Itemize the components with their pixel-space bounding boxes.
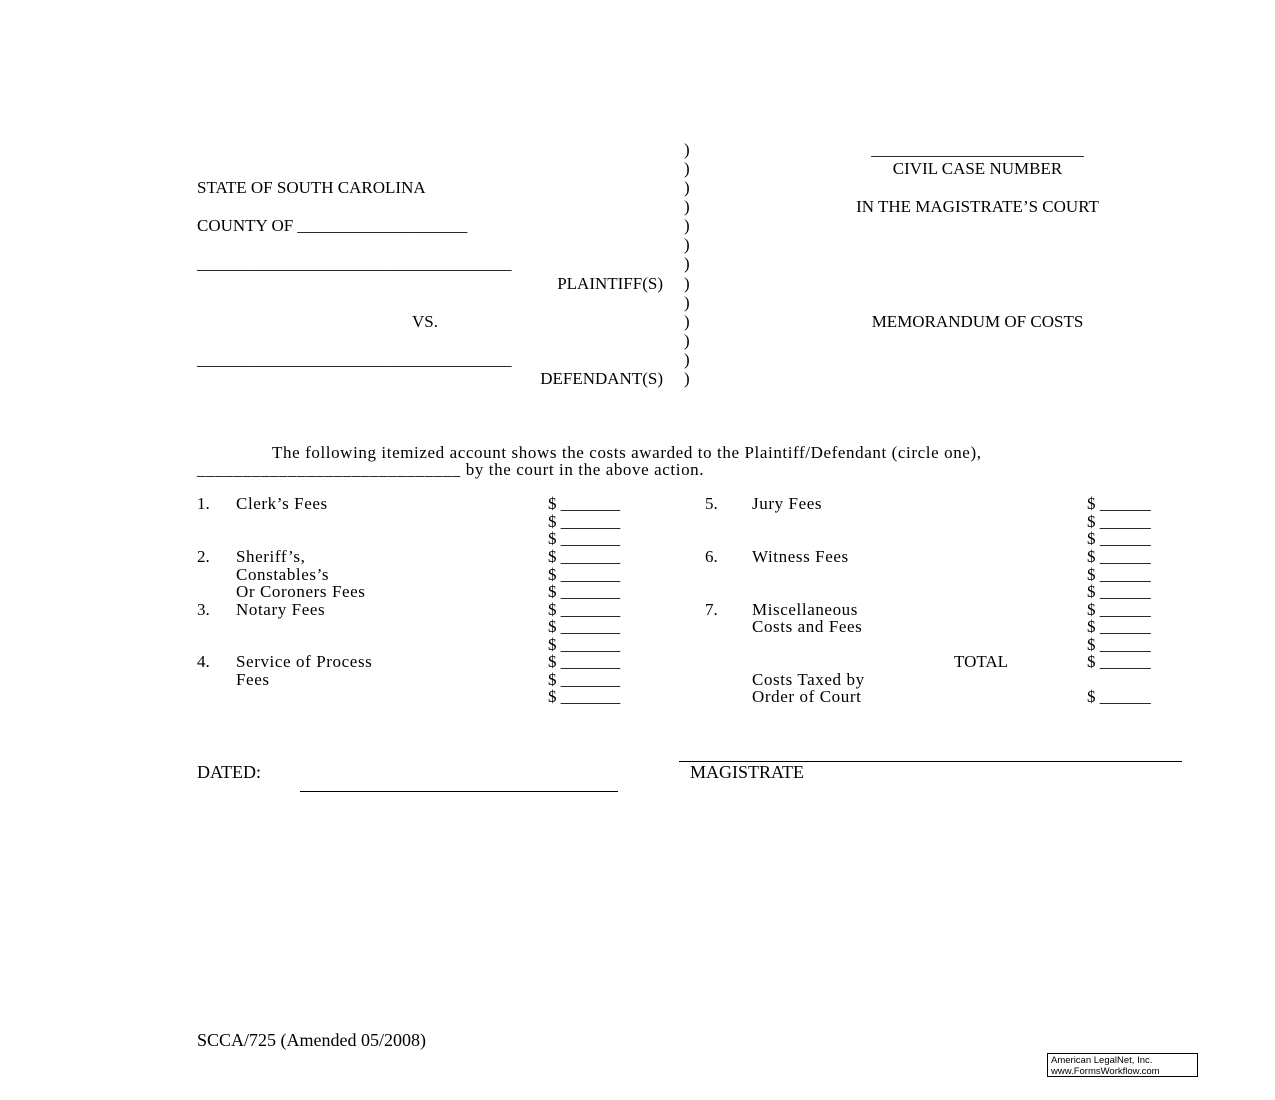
amount-field[interactable]: $ _______ xyxy=(548,687,621,706)
amount-field[interactable]: $ ______ xyxy=(1087,565,1151,584)
amount-field[interactable]: $ _______ xyxy=(548,670,621,689)
paren: ) xyxy=(684,254,690,273)
paren: ) xyxy=(684,369,690,388)
plaintiff-label: PLAINTIFF(S) xyxy=(557,274,663,293)
case-number-field[interactable]: _________________________ xyxy=(871,140,1084,159)
intro-awardee-field[interactable]: _____________________________ by the court in the above action. xyxy=(197,460,705,479)
defendant-name-field[interactable]: _____________________________________ xyxy=(197,350,512,369)
document-title: MEMORANDUM OF COSTS xyxy=(871,312,1084,331)
item-number: 7. xyxy=(705,600,718,619)
costs-taxed-amount-field[interactable]: $ ______ xyxy=(1087,687,1151,706)
amount-field[interactable]: $ ______ xyxy=(1087,617,1151,636)
amount-field[interactable]: $ _______ xyxy=(548,529,621,548)
intro-text: The following itemized account shows the costs awarded to the Plaintiff/Defendant (circle one), xyxy=(272,443,982,462)
form-id: SCCA/725 (Amended 05/2008) xyxy=(197,1030,426,1050)
paren: ) xyxy=(684,216,690,235)
paren: ) xyxy=(684,331,690,350)
item-label: Clerk’s Fees xyxy=(236,494,328,513)
state-label: STATE OF SOUTH CAROLINA xyxy=(197,178,426,197)
paren: ) xyxy=(684,293,690,312)
amount-field[interactable]: $ _______ xyxy=(548,565,621,584)
total-amount-field[interactable]: $ ______ xyxy=(1087,652,1151,671)
item-number: 2. xyxy=(197,547,210,566)
item-number: 6. xyxy=(705,547,718,566)
logo-line: American LegalNet, Inc. xyxy=(1051,1055,1153,1066)
logo-line: www.FormsWorkflow.com xyxy=(1051,1066,1160,1077)
defendant-label: DEFENDANT(S) xyxy=(540,369,663,388)
case-number-label: CIVIL CASE NUMBER xyxy=(892,159,1063,178)
item-number: 1. xyxy=(197,494,210,513)
paren: ) xyxy=(684,235,690,254)
total-label: TOTAL xyxy=(954,652,1009,671)
paren: ) xyxy=(684,140,690,159)
magistrate-label: MAGISTRATE xyxy=(690,762,805,782)
paren: ) xyxy=(684,197,690,216)
dated-label: DATED: xyxy=(197,762,261,782)
amount-field[interactable]: $ ______ xyxy=(1087,512,1151,531)
costs-taxed-label: Costs Taxed by xyxy=(752,670,865,689)
item-label: Witness Fees xyxy=(752,547,849,566)
paren: ) xyxy=(684,312,690,331)
item-label: Jury Fees xyxy=(752,494,823,513)
item-number: 3. xyxy=(197,600,210,619)
amount-field[interactable]: $ ______ xyxy=(1087,494,1151,513)
amount-field[interactable]: $ _______ xyxy=(548,652,621,671)
amount-field[interactable]: $ ______ xyxy=(1087,547,1151,566)
amount-field[interactable]: $ ______ xyxy=(1087,582,1151,601)
item-number: 5. xyxy=(705,494,718,513)
amount-field[interactable]: $ _______ xyxy=(548,600,621,619)
vs-label: VS. xyxy=(412,312,438,331)
amount-field[interactable]: $ _______ xyxy=(548,547,621,566)
amount-field[interactable]: $ _______ xyxy=(548,617,621,636)
item-label: Sheriff’s, xyxy=(236,547,306,566)
costs-taxed-label: Order of Court xyxy=(752,687,862,706)
item-label: Costs and Fees xyxy=(752,617,863,636)
item-label: Fees xyxy=(236,670,270,689)
item-label: Or Coroners Fees xyxy=(236,582,366,601)
american-legalnet-logo xyxy=(1047,1053,1198,1077)
item-label: Notary Fees xyxy=(236,600,326,619)
county-field[interactable]: COUNTY OF ____________________ xyxy=(197,216,468,235)
item-number: 4. xyxy=(197,652,210,671)
item-label: Constables’s xyxy=(236,565,330,584)
paren: ) xyxy=(684,178,690,197)
item-label: Miscellaneous xyxy=(752,600,858,619)
court-label: IN THE MAGISTRATE’S COURT xyxy=(856,197,1099,216)
amount-field[interactable]: $ ______ xyxy=(1087,600,1151,619)
item-label: Service of Process xyxy=(236,652,373,671)
amount-field[interactable]: $ _______ xyxy=(548,494,621,513)
paren: ) xyxy=(684,350,690,369)
dated-field[interactable] xyxy=(300,791,618,792)
amount-field[interactable]: $ ______ xyxy=(1087,635,1151,654)
paren: ) xyxy=(684,274,690,293)
amount-field[interactable]: $ _______ xyxy=(548,582,621,601)
amount-field[interactable]: $ _______ xyxy=(548,512,621,531)
amount-field[interactable]: $ _______ xyxy=(548,635,621,654)
amount-field[interactable]: $ ______ xyxy=(1087,529,1151,548)
paren: ) xyxy=(684,159,690,178)
plaintiff-name-field[interactable]: _____________________________________ xyxy=(197,254,512,273)
